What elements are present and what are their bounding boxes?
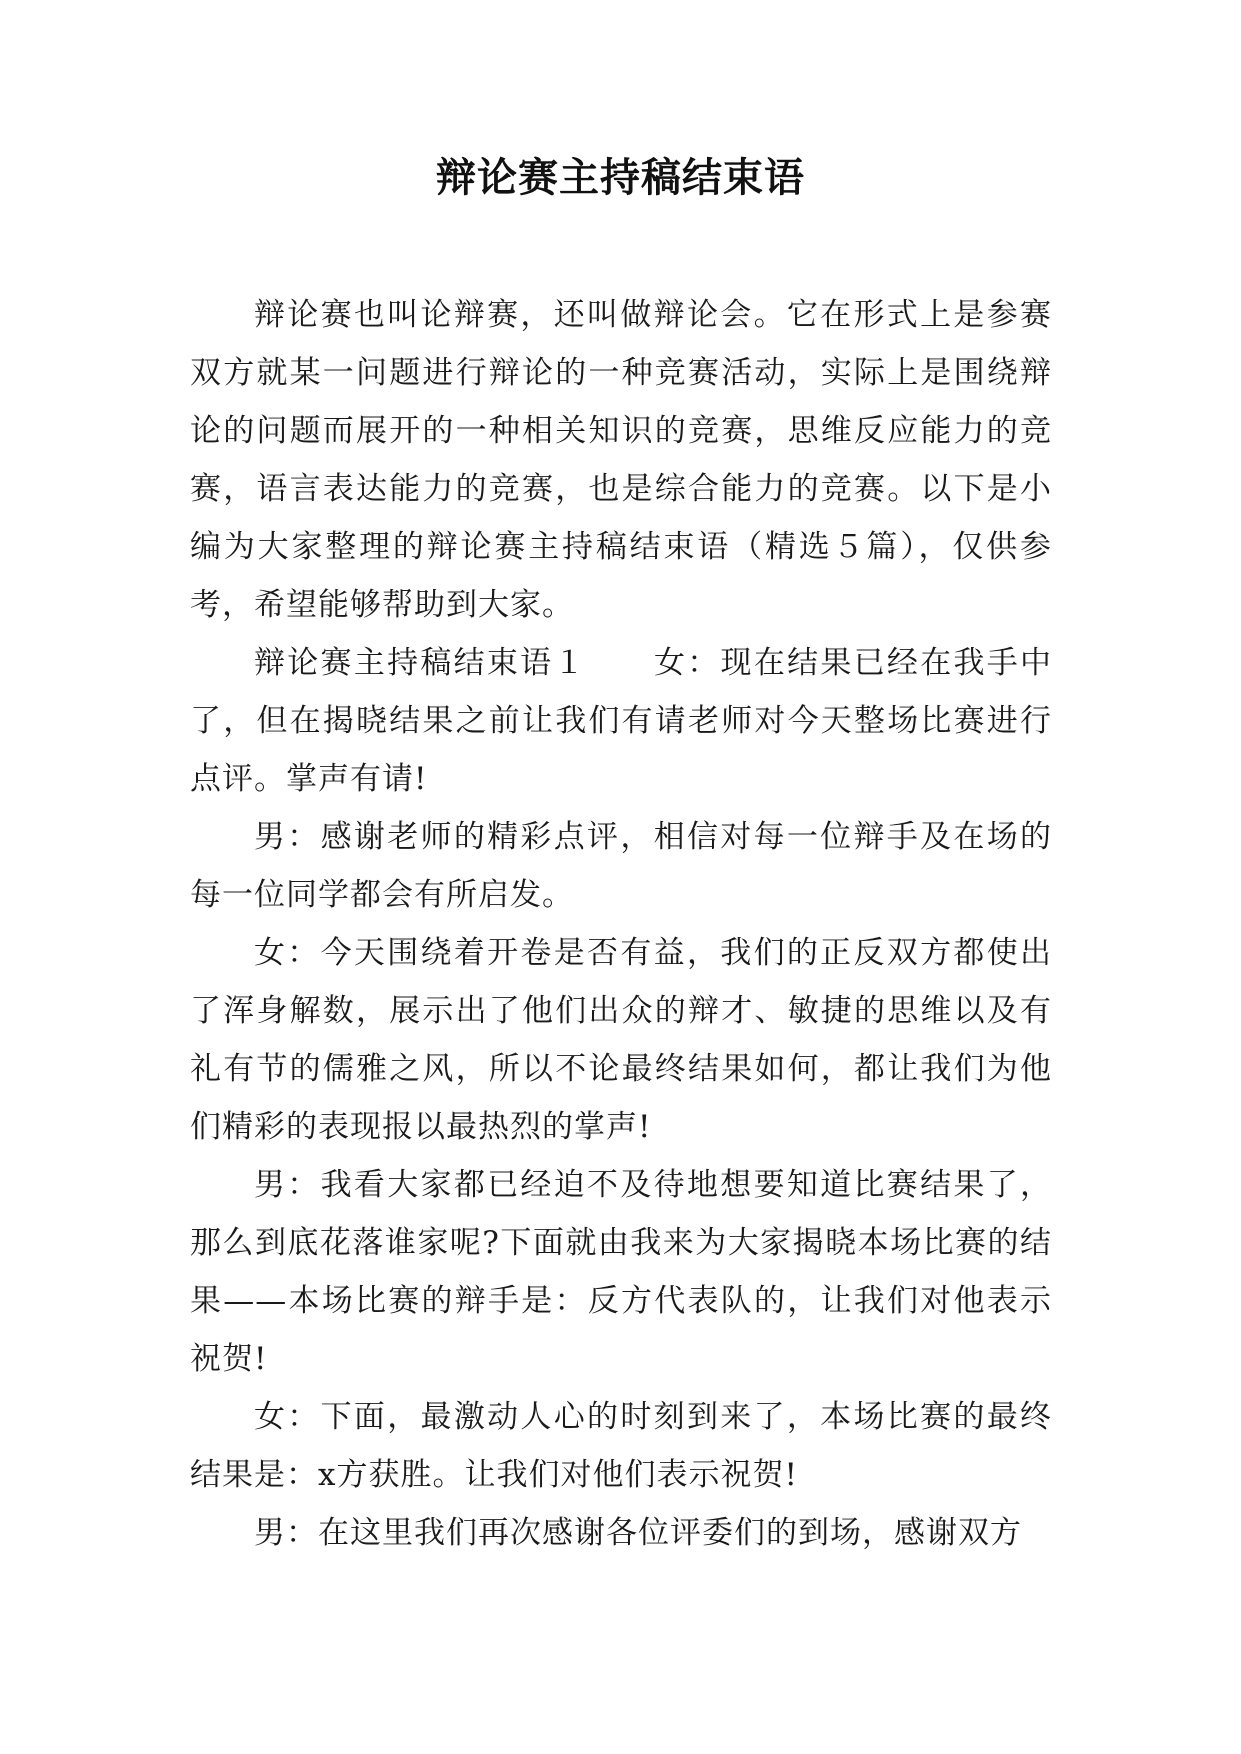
section-first-paragraph [190,634,1052,808]
section-first-line: 女：现在结果已经在我手中了，但在揭晓结果之前让我们有请老师对今天整场比赛进行点评。掌声有请! [190,645,1053,797]
intro-paragraph: 辩论赛也叫论辩赛，还叫做辩论会。它在形式上是参赛双方就某一问题进行辩论的一种竞赛活动，实际上是围绕辩论的问题而展开的一种相关知识的竞赛，思维反应能力的竞赛，语言表达能力的竞赛，也是综合能力的竞赛。以下是小编为大家整理的辩论赛主持稿结束语（精选５篇），仅供参考，希望能够帮助到大家。 [190,297,1052,623]
document-body [190,286,1052,1562]
section-heading: 辩论赛主持稿结束语１ [254,645,587,681]
document-title: 辩论赛主持稿结束语 [436,155,805,201]
dialogue-paragraph: 女：今天围绕着开卷是否有益，我们的正反双方都使出了浑身解数，展示出了他们出众的辩才、敏捷的思维以及有礼有节的儒雅之风，所以不论最终结果如何，都让我们为他们精彩的表现报以最热烈的掌声! [190,935,1052,1145]
dialogue-paragraph: 男：在这里我们再次感谢各位评委们的到场，感谢双方 [254,1515,1022,1551]
dialogue-paragraph: 女：下面，最激动人心的时刻到来了，本场比赛的最终结果是：x方获胜。让我们对他们表示祝贺! [190,1399,1052,1493]
dialogue-paragraph: 男：我看大家都已经迫不及待地想要知道比赛结果了，那么到底花落谁家呢?下面就由我来为大家揭晓本场比赛的结果——本场比赛的辩手是：反方代表队的，让我们对他表示祝贺! [190,1167,1052,1377]
dialogue-paragraph: 男：感谢老师的精彩点评，相信对每一位辩手及在场的每一位同学都会有所启发。 [190,819,1052,913]
